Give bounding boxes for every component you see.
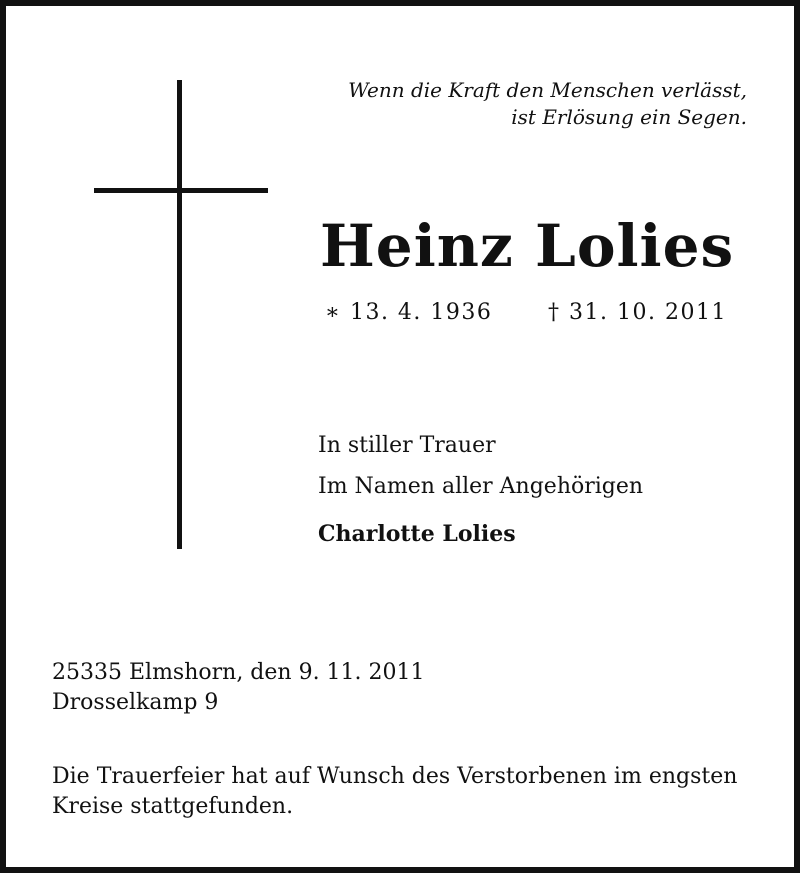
motto-line-1: Wenn die Kraft den Menschen verlässt, bbox=[348, 78, 747, 102]
birth-date: ∗ 13. 4. 1936 bbox=[325, 300, 493, 325]
motto-line-2: ist Erlösung ein Segen. bbox=[511, 105, 747, 129]
funeral-info-line-1: Die Trauerfeier hat auf Wunsch des Verstorbenen im engsten bbox=[52, 764, 738, 789]
address-line: Drosselkamp 9 bbox=[52, 690, 219, 715]
cross-horizontal-bar bbox=[94, 188, 268, 193]
signatory-name: Charlotte Lolies bbox=[318, 521, 516, 547]
death-date: † 31. 10. 2011 bbox=[548, 300, 727, 325]
place-date-line: 25335 Elmshorn, den 9. 11. 2011 bbox=[52, 660, 425, 685]
deceased-name: Heinz Lolies bbox=[320, 212, 735, 280]
funeral-info-line-2: Kreise stattgefunden. bbox=[52, 794, 294, 819]
cross-vertical-bar bbox=[177, 80, 182, 549]
mourning-line-2: Im Namen aller Angehörigen bbox=[318, 474, 644, 499]
mourning-line-1: In stiller Trauer bbox=[318, 433, 496, 458]
